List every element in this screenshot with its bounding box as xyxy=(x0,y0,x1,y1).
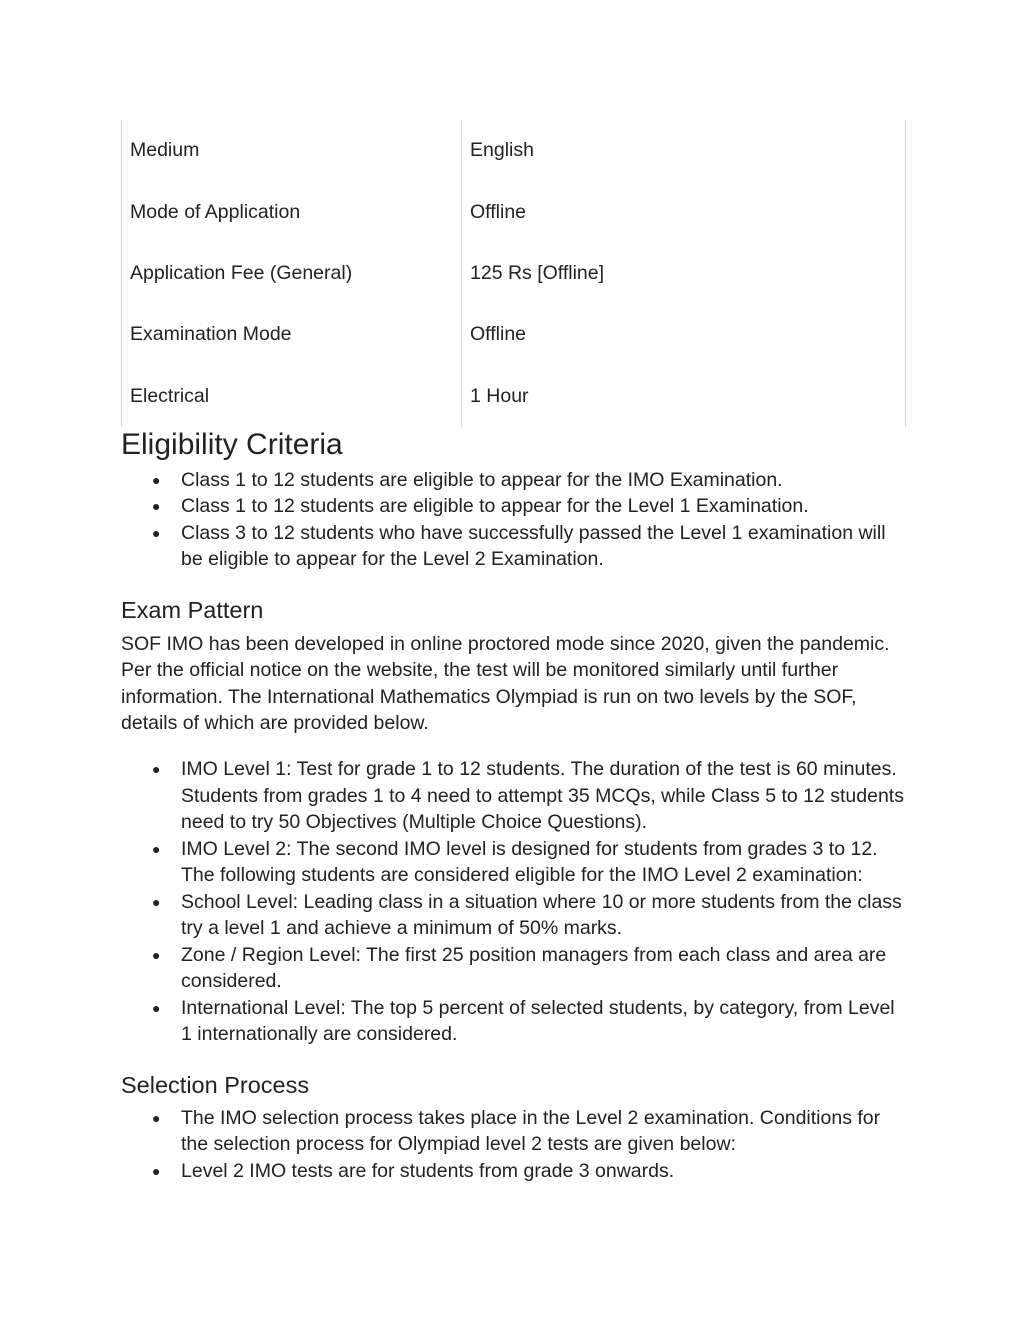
exam-pattern-list xyxy=(121,756,905,1048)
list-item-text: Zone / Region Level: The first 25 position managers from each class and area are considered. xyxy=(181,943,887,993)
bullet-icon: ● xyxy=(152,893,161,910)
bullet-icon: ● xyxy=(152,498,161,515)
document-page xyxy=(121,120,905,1184)
list-item-text: School Level: Leading class in a situation where 10 or more students from the class try a level 1 and achieve a minimum of 50% marks. xyxy=(181,890,902,940)
list-item-text: International Level: The top 5 percent of selected students, by category, from Level 1 internationally are considered. xyxy=(181,996,895,1046)
list-item xyxy=(121,942,905,995)
table-cell-label: Examination Mode xyxy=(122,304,462,365)
eligibility-list xyxy=(121,467,905,573)
bullet-icon: ● xyxy=(152,471,161,488)
bullet-icon: ● xyxy=(152,946,161,963)
table-row xyxy=(122,304,906,365)
list-item-text: Class 3 to 12 students who have successfully passed the Level 1 examination will be eligible to appear for the Level 2 Examination. xyxy=(181,521,886,571)
list-item xyxy=(121,889,905,942)
table-cell-value: 125 Rs [Offline] xyxy=(462,243,906,304)
list-item xyxy=(121,467,905,494)
table-cell-label: Application Fee (General) xyxy=(122,243,462,304)
list-item-text: IMO Level 2: The second IMO level is designed for students from grades 3 to 12. The following students are considered eligible for the IMO Level 2 examination: xyxy=(181,837,878,887)
eligibility-heading: Eligibility Criteria xyxy=(121,427,343,461)
list-item xyxy=(121,1158,905,1185)
table-cell-label: Medium xyxy=(122,120,462,181)
list-item-text: The IMO selection process takes place in the Level 2 examination. Conditions for the selection process for Olympiad level 2 tests are given below: xyxy=(181,1106,881,1156)
list-item-text: Class 1 to 12 students are eligible to appear for the IMO Examination. xyxy=(181,468,783,491)
bullet-icon: ● xyxy=(152,761,161,778)
table-cell-label: Electrical xyxy=(122,366,462,427)
bullet-icon: ● xyxy=(152,999,161,1016)
list-item-text: Level 2 IMO tests are for students from grade 3 onwards. xyxy=(181,1159,675,1182)
exam-pattern-paragraph: SOF IMO has been developed in online proctored mode since 2020, given the pandemic. Per the official notice on the website, the test will be monitored similarly until further information. The International Mathematics Olympiad is run on two levels by the SOF, details of which are provided below. xyxy=(121,632,890,734)
bullet-icon: ● xyxy=(152,1109,161,1126)
list-item-text: Class 1 to 12 students are eligible to appear for the Level 1 Examination. xyxy=(181,495,809,518)
list-item xyxy=(121,995,905,1048)
exam-pattern-heading: Exam Pattern xyxy=(121,596,264,623)
selection-process-list xyxy=(121,1105,905,1185)
table-row xyxy=(122,181,906,242)
table-row xyxy=(122,243,906,304)
table-cell-value: English xyxy=(462,120,906,181)
list-item xyxy=(121,520,905,573)
table-cell-value: Offline xyxy=(462,304,906,365)
table-cell-value: 1 Hour xyxy=(462,366,906,427)
list-item-text: IMO Level 1: Test for grade 1 to 12 students. The duration of the test is 60 minutes. Students from grades 1 to 4 need to attempt 35 MCQs, while Class 5 to 12 students need to try 50 Objectives (Multiple Choice Questions). xyxy=(181,758,904,834)
table-cell-value: Offline xyxy=(462,181,906,242)
selection-process-heading: Selection Process xyxy=(121,1071,310,1098)
list-item xyxy=(121,1105,905,1158)
exam-info-table xyxy=(121,120,906,427)
bullet-icon: ● xyxy=(152,840,161,857)
bullet-icon: ● xyxy=(152,1162,161,1179)
list-item xyxy=(121,836,905,889)
list-item xyxy=(121,756,905,836)
bullet-icon: ● xyxy=(152,524,161,541)
table-cell-label: Mode of Application xyxy=(122,181,462,242)
table-row xyxy=(122,366,906,427)
table-row xyxy=(122,120,906,181)
list-item xyxy=(121,493,905,520)
